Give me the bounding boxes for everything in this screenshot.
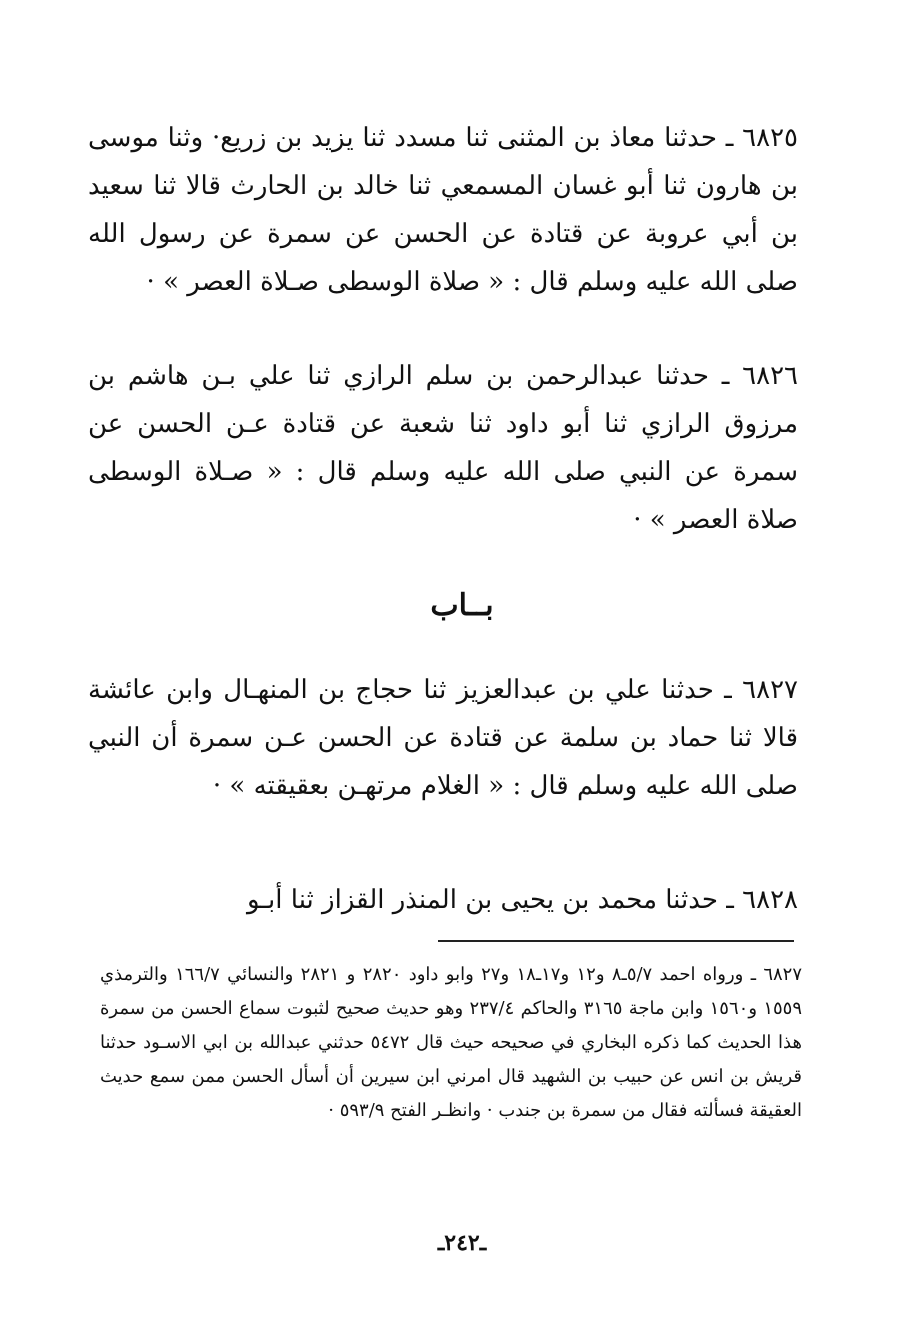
hadith-6825-paragraph: ٦٨٢٥ ـ حدثنا معاذ بن المثنى ثنا مسدد ثنا يزيد بن زريع· وثنا موسى بن هارون ثنا أبو غسان المسمعي ثنا خالد بن الحارث قالا ثنا سعيد بن أبي عروبة عن قتادة عن الحسن عن سمرة عن رسول الله صلى الله عليه وسلم قال : « صلاة الوسطى صـلاة العصر » · bbox=[88, 123, 798, 297]
hadith-6828-paragraph: ٦٨٢٨ ـ حدثنا محمد بن يحيى بن المنذر القزاز ثنا أبـو bbox=[247, 885, 798, 915]
footnote-divider bbox=[438, 940, 794, 942]
hadith-6827-paragraph: ٦٨٢٧ ـ حدثنا علي بن عبدالعزيز ثنا حجاج بن المنهـال وابن عائشة قالا ثنا حماد بن سلمة عن قتادة عن الحسن عـن سمرة أن النبي صلى الله عليه وسلم قال : « الغلام مرتهـن بعقيقته » · bbox=[88, 675, 798, 801]
hadith-6826-paragraph: ٦٨٢٦ ـ حدثنا عبدالرحمن بن سلم الرازي ثنا علي بـن هاشم بن مرزوق الرازي ثنا أبو داود ثنا شعبة عن قتادة عـن الحسن عن سمرة عن النبي صلى الله عليه وسلم قال : « صـلاة الوسطى صلاة العصر » · bbox=[88, 361, 798, 535]
page-number: ـ٢٤٢ـ bbox=[437, 1230, 487, 1256]
footnote-6827: ٦٨٢٧ ـ ورواه احمد ٥/٧ـ٨ و١٢ و١٧ـ١٨ و٢٧ وابو داود ٢٨٢٠ و ٢٨٢١ والنسائي ١٦٦/٧ والترمذي ١٥٥٩ و١٥٦٠ وابن ماجة ٣١٦٥ والحاكم ٢٣٧/٤ وهو حديث صحيح لثبوت سماع الحسن من سمرة هذا الحديث كما ذكره البخاري في صحيحه حيث قال ٥٤٧٢ حدثني عبدالله بن ابي الاسـود حدثنا قريش بن انس عن حبيب بن الشهيد قال امرني ابن سيرين أن أسأل الحسن ممن سمع حديث العقيقة فسألته فقال من سمرة بن جندب · وانظـر الفتح ٥٩٣/٩ · bbox=[100, 964, 802, 1121]
chapter-heading: بــاب bbox=[430, 588, 494, 623]
